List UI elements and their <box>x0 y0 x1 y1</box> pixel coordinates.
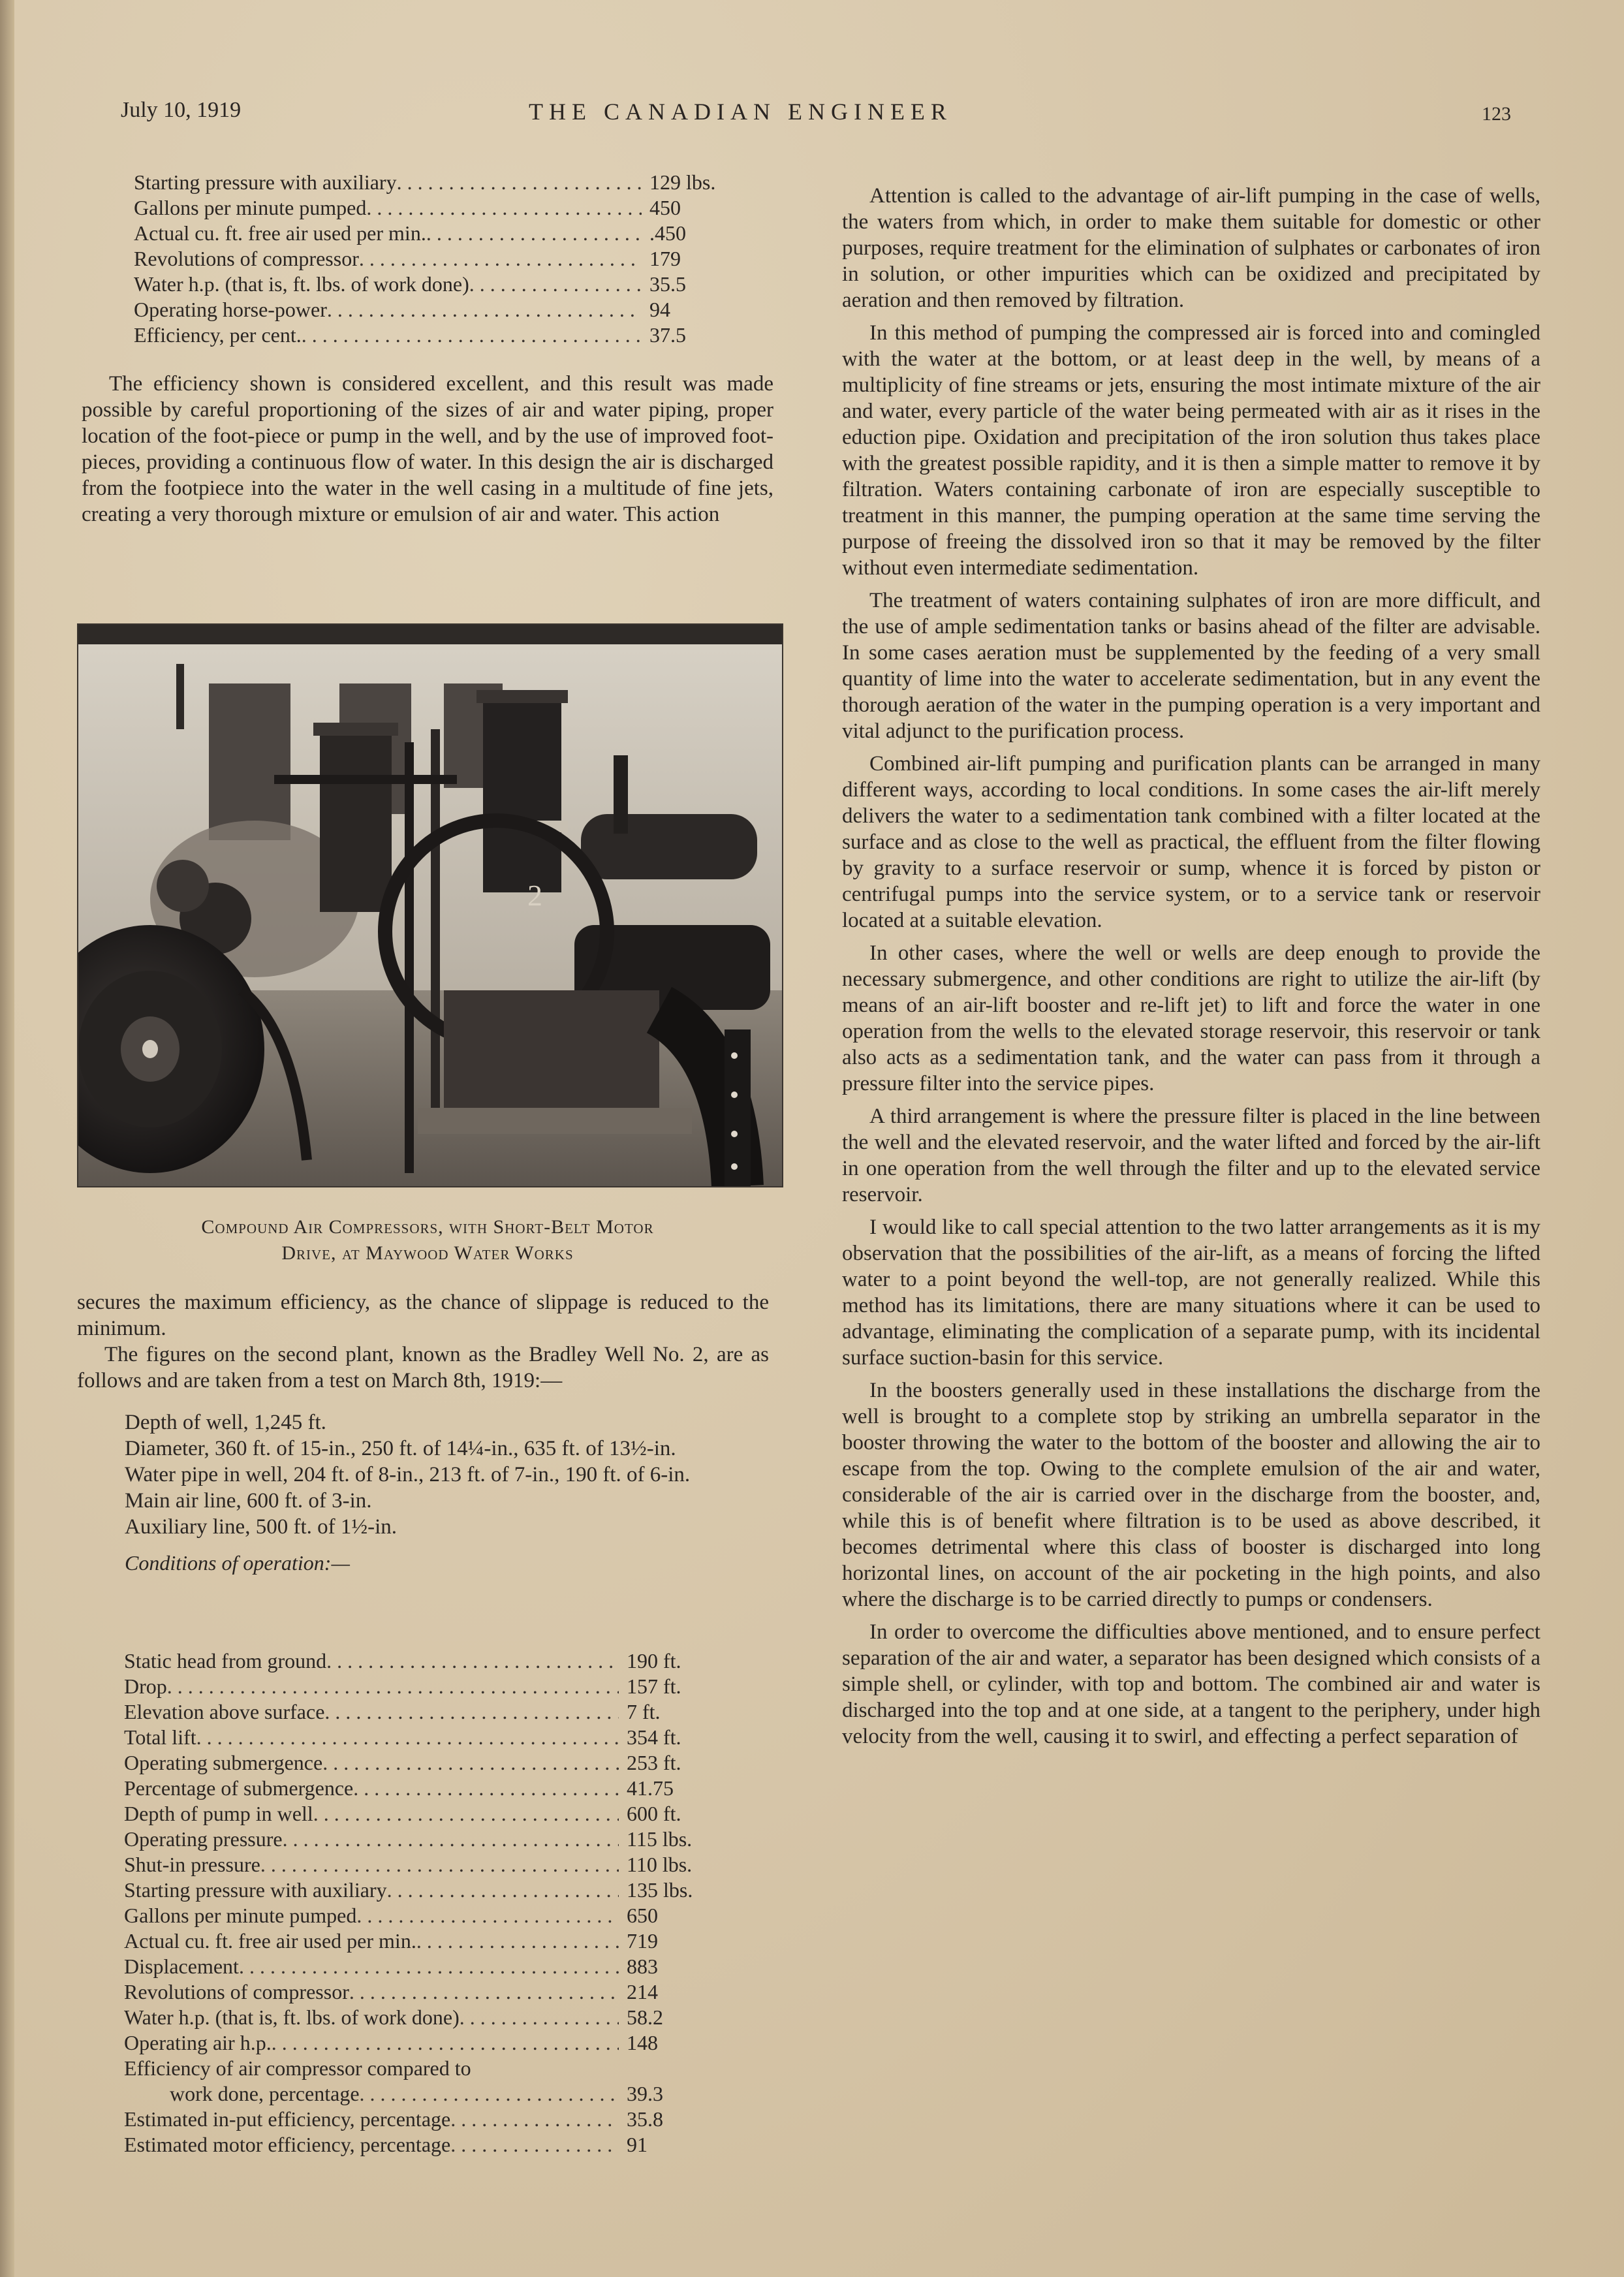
paragraph: A third arrangement is where the pressure filter is placed in the line between the well and the elevated reservoir, and the water lifted and forced by the air-lift in one operation from the well through the filter and up to the elevated service reservoir. <box>842 1105 1540 1206</box>
spec-row: Estimated in-put efficiency, percentage . . . 35.8 <box>124 2107 718 2132</box>
spec-row: Shut-in pressure . . . 110 lbs. <box>124 1852 718 1877</box>
paragraph-efficiency: The efficiency shown is considered excellent, and this result was made possible by careful proportioning of the sizes of air and water piping, proper location of the foot-piece or pump in the well, and by the use of improved foot-pieces, providing a continuous flow of water. In this design the air is discharged from the footpiece into the water in the well casing in a multitude of fine jets, creating a very thorough mixture or emulsion of air and water. This action <box>82 372 773 526</box>
spec-table-2 <box>124 1648 718 2158</box>
paragraph: The treatment of waters containing sulphates of iron are more difficult, and the use of ample sedimentation tanks or basins ahead of the filter are advisable. In some cases aeration must be supplemented by the feeding of a very small quantity of lime into the water to accelerate sedimentation, but in any event the thorough aeration of the water in the pumping operation is a very important and vital adjunct to the purification process. <box>842 589 1540 743</box>
paragraph: In this method of pumping the compressed air is forced into and comingled with the water at the bottom, or at least deep in the well, by means of a multiplicity of fine streams or jets, ensuring the most intimate mixture of the air and water, every particle of the water being permeated with air as it rises in the eduction pipe. Oxidation and precipitation of the iron solution thus takes place with the greatest possible rapidity, and it is then a simple matter to remove it by filtration. Waters containing carbonate of iron are especially susceptible to treatment in this manner, the pumping operation at the same time serving the purpose of freeing the dissolved iron so that it may be removed by the filter without even intermediate sedimentation. <box>842 321 1540 580</box>
spec-row: Efficiency, per cent. . . . 37.5 <box>134 322 734 348</box>
spec-row: Estimated motor efficiency, percentage . . . 91 <box>124 2132 718 2158</box>
spec-row: Elevation above surface . . . 7 ft. <box>124 1699 718 1725</box>
spec-row: Water h.p. (that is, ft. lbs. of work done) . . . 35.5 <box>134 272 734 297</box>
spec-row: Percentage of submergence . . . 41.75 <box>124 1776 718 1801</box>
page-number: 123 <box>1482 103 1511 125</box>
paragraph: secures the maximum efficiency, as the chance of slippage is reduced to the minimum. <box>77 1291 769 1340</box>
spec-row: Efficiency of air compressor compared to <box>124 2056 471 2080</box>
spec-row: Static head from ground . . . 190 ft. <box>124 1648 718 1674</box>
spec-row: Depth of pump in well . . . 600 ft. <box>124 1801 718 1827</box>
machine-number-plate: 2 <box>527 879 542 912</box>
paragraph: Attention is called to the advantage of air-lift pumping in the case of wells, the waters from which, in order to make them suitable for domestic or other purposes, require treatment for the elimination of sulphates or carbonates of iron in solution, or other impurities which can be oxidized and precipitated by aeration and then removed by filtration. <box>842 184 1540 312</box>
spec-row: Drop . . . 157 ft. <box>124 1674 718 1699</box>
paragraph: In order to overcome the difficulties above mentioned, and to ensure perfect separation of the air and water, a separator has been designed which consists of a simple shell, or cylinder, with top and bottom. The combined air and water is discharged into the top and at one side, at a tangent to the periphery, under high velocity from the well, causing it to swirl, and effecting a perfect separation of <box>842 1620 1540 1748</box>
caption-line: Compound Air Compressors, with Short-Belt Motor <box>201 1216 654 1238</box>
header-title: THE CANADIAN ENGINEER <box>529 99 952 125</box>
paragraph: In the boosters generally used in these installations the discharge from the well is brought to a complete stop by striking an umbrella separator in the booster throwing the water to the bottom of the booster and allowing the air to escape from the top. Owing to the complete emulsion of the air and water, considerable of the air is carried over in the discharge from the booster, and, while this is of benefit where filtration is to be used as above described, it becomes detrimental where this class of booster is discharged into long horizontal lines, on account of the air pocketing in the high points, and also where the discharge is to be carried directly to pumps or condensers. <box>842 1379 1540 1611</box>
photo-caption <box>91 1214 764 1266</box>
well-detail: Depth of well, 1,245 ft. <box>125 1411 326 1434</box>
well-detail: Main air line, 600 ft. of 3-in. <box>125 1489 372 1513</box>
spec-row: Water h.p. (that is, ft. lbs. of work done) . . . 58.2 <box>124 2005 718 2030</box>
spec-row: Total lift . . . 354 ft. <box>124 1725 718 1750</box>
spec-row: Starting pressure with auxiliary . . . 135 lbs. <box>124 1877 718 1903</box>
compressor-illustration <box>78 625 782 1186</box>
paragraph: The figures on the second plant, known as the Bradley Well No. 2, are as follows and are taken from a test on March 8th, 1919:— <box>77 1343 769 1392</box>
spec-row: Actual cu. ft. free air used per min. . . . .450 <box>134 221 734 246</box>
conditions-heading: Conditions of operation:— <box>125 1551 350 1575</box>
paragraph: In other cases, where the well or wells are deep enough to provide the necessary submergence, and other conditions are right to utilize the air-lift (by means of an air-lift booster and re-lift jet) to lift and force the water in one operation from the wells to the elevated storage reservoir, this reservoir or tank also acts as a sedimentation tank, and the water can pass from it through a pressure filter into the service pipes. <box>842 941 1540 1095</box>
paragraph: I would like to call special attention to the two latter arrangements as it is my observation that the possibilities of the air-lift, as a means of forcing the lifted water to a point beyond the well-top, are not generally realized. While this method has its limitations, there are many situations where it can be used to advantage, eliminating the complication of a separate pump, with its incidental surface suction-basin for this service. <box>842 1216 1540 1370</box>
spec-row: Operating pressure . . . 115 lbs. <box>124 1827 718 1852</box>
header-date: July 10, 1919 <box>121 98 242 122</box>
page-header <box>0 98 1624 137</box>
spec-row: Starting pressure with auxiliary . . . 129 lbs. <box>134 170 734 195</box>
spec-row: Revolutions of compressor . . . 214 <box>124 1979 718 2005</box>
spec-row: Actual cu. ft. free air used per min. . . . 719 <box>124 1928 718 1954</box>
spec-row: Operating horse-power . . . 94 <box>134 297 734 322</box>
spec-row: Gallons per minute pumped . . . 450 <box>134 195 734 221</box>
well-detail: Auxiliary line, 500 ft. of 1½-in. <box>125 1515 398 1539</box>
right-column <box>842 183 1540 1750</box>
spec-row: Operating submergence . . . 253 ft. <box>124 1750 718 1776</box>
spec-table-1 <box>134 170 734 348</box>
spec-row: Gallons per minute pumped . . . 650 <box>124 1903 718 1928</box>
well-detail: Water pipe in well, 204 ft. of 8-in., 213 ft. of 7-in., 190 ft. of 6-in. <box>125 1463 691 1486</box>
well-detail: Diameter, 360 ft. of 15-in., 250 ft. of 14¼-in., 635 ft. of 13½-in. <box>125 1437 676 1460</box>
spec-row: Revolutions of compressor . . . 179 <box>134 246 734 272</box>
left-column-lower <box>77 1289 769 1577</box>
caption-line: Drive, at Maywood Water Works <box>281 1242 574 1264</box>
spec-row: Displacement . . . 883 <box>124 1954 718 1979</box>
spec-row: work done, percentage . . . 39.3 <box>124 2081 718 2107</box>
page-edge-shadow <box>0 0 14 2277</box>
compressor-photo <box>77 623 783 1187</box>
paragraph: Combined air-lift pumping and purification plants can be arranged in many different ways, according to local conditions. In some cases the air-lift merely delivers the water to a sedimentation tank combined with a filter located at the surface and as close to the well as practical, the effluent from the filter flowing by gravity to a surface reservoir or sump, whence it is forced by piston or centrifugal pumps into the service system, or to a service tank or reservoir located at a suitable elevation. <box>842 752 1540 932</box>
spec-row: Operating air h.p. . . . 148 <box>124 2030 718 2056</box>
